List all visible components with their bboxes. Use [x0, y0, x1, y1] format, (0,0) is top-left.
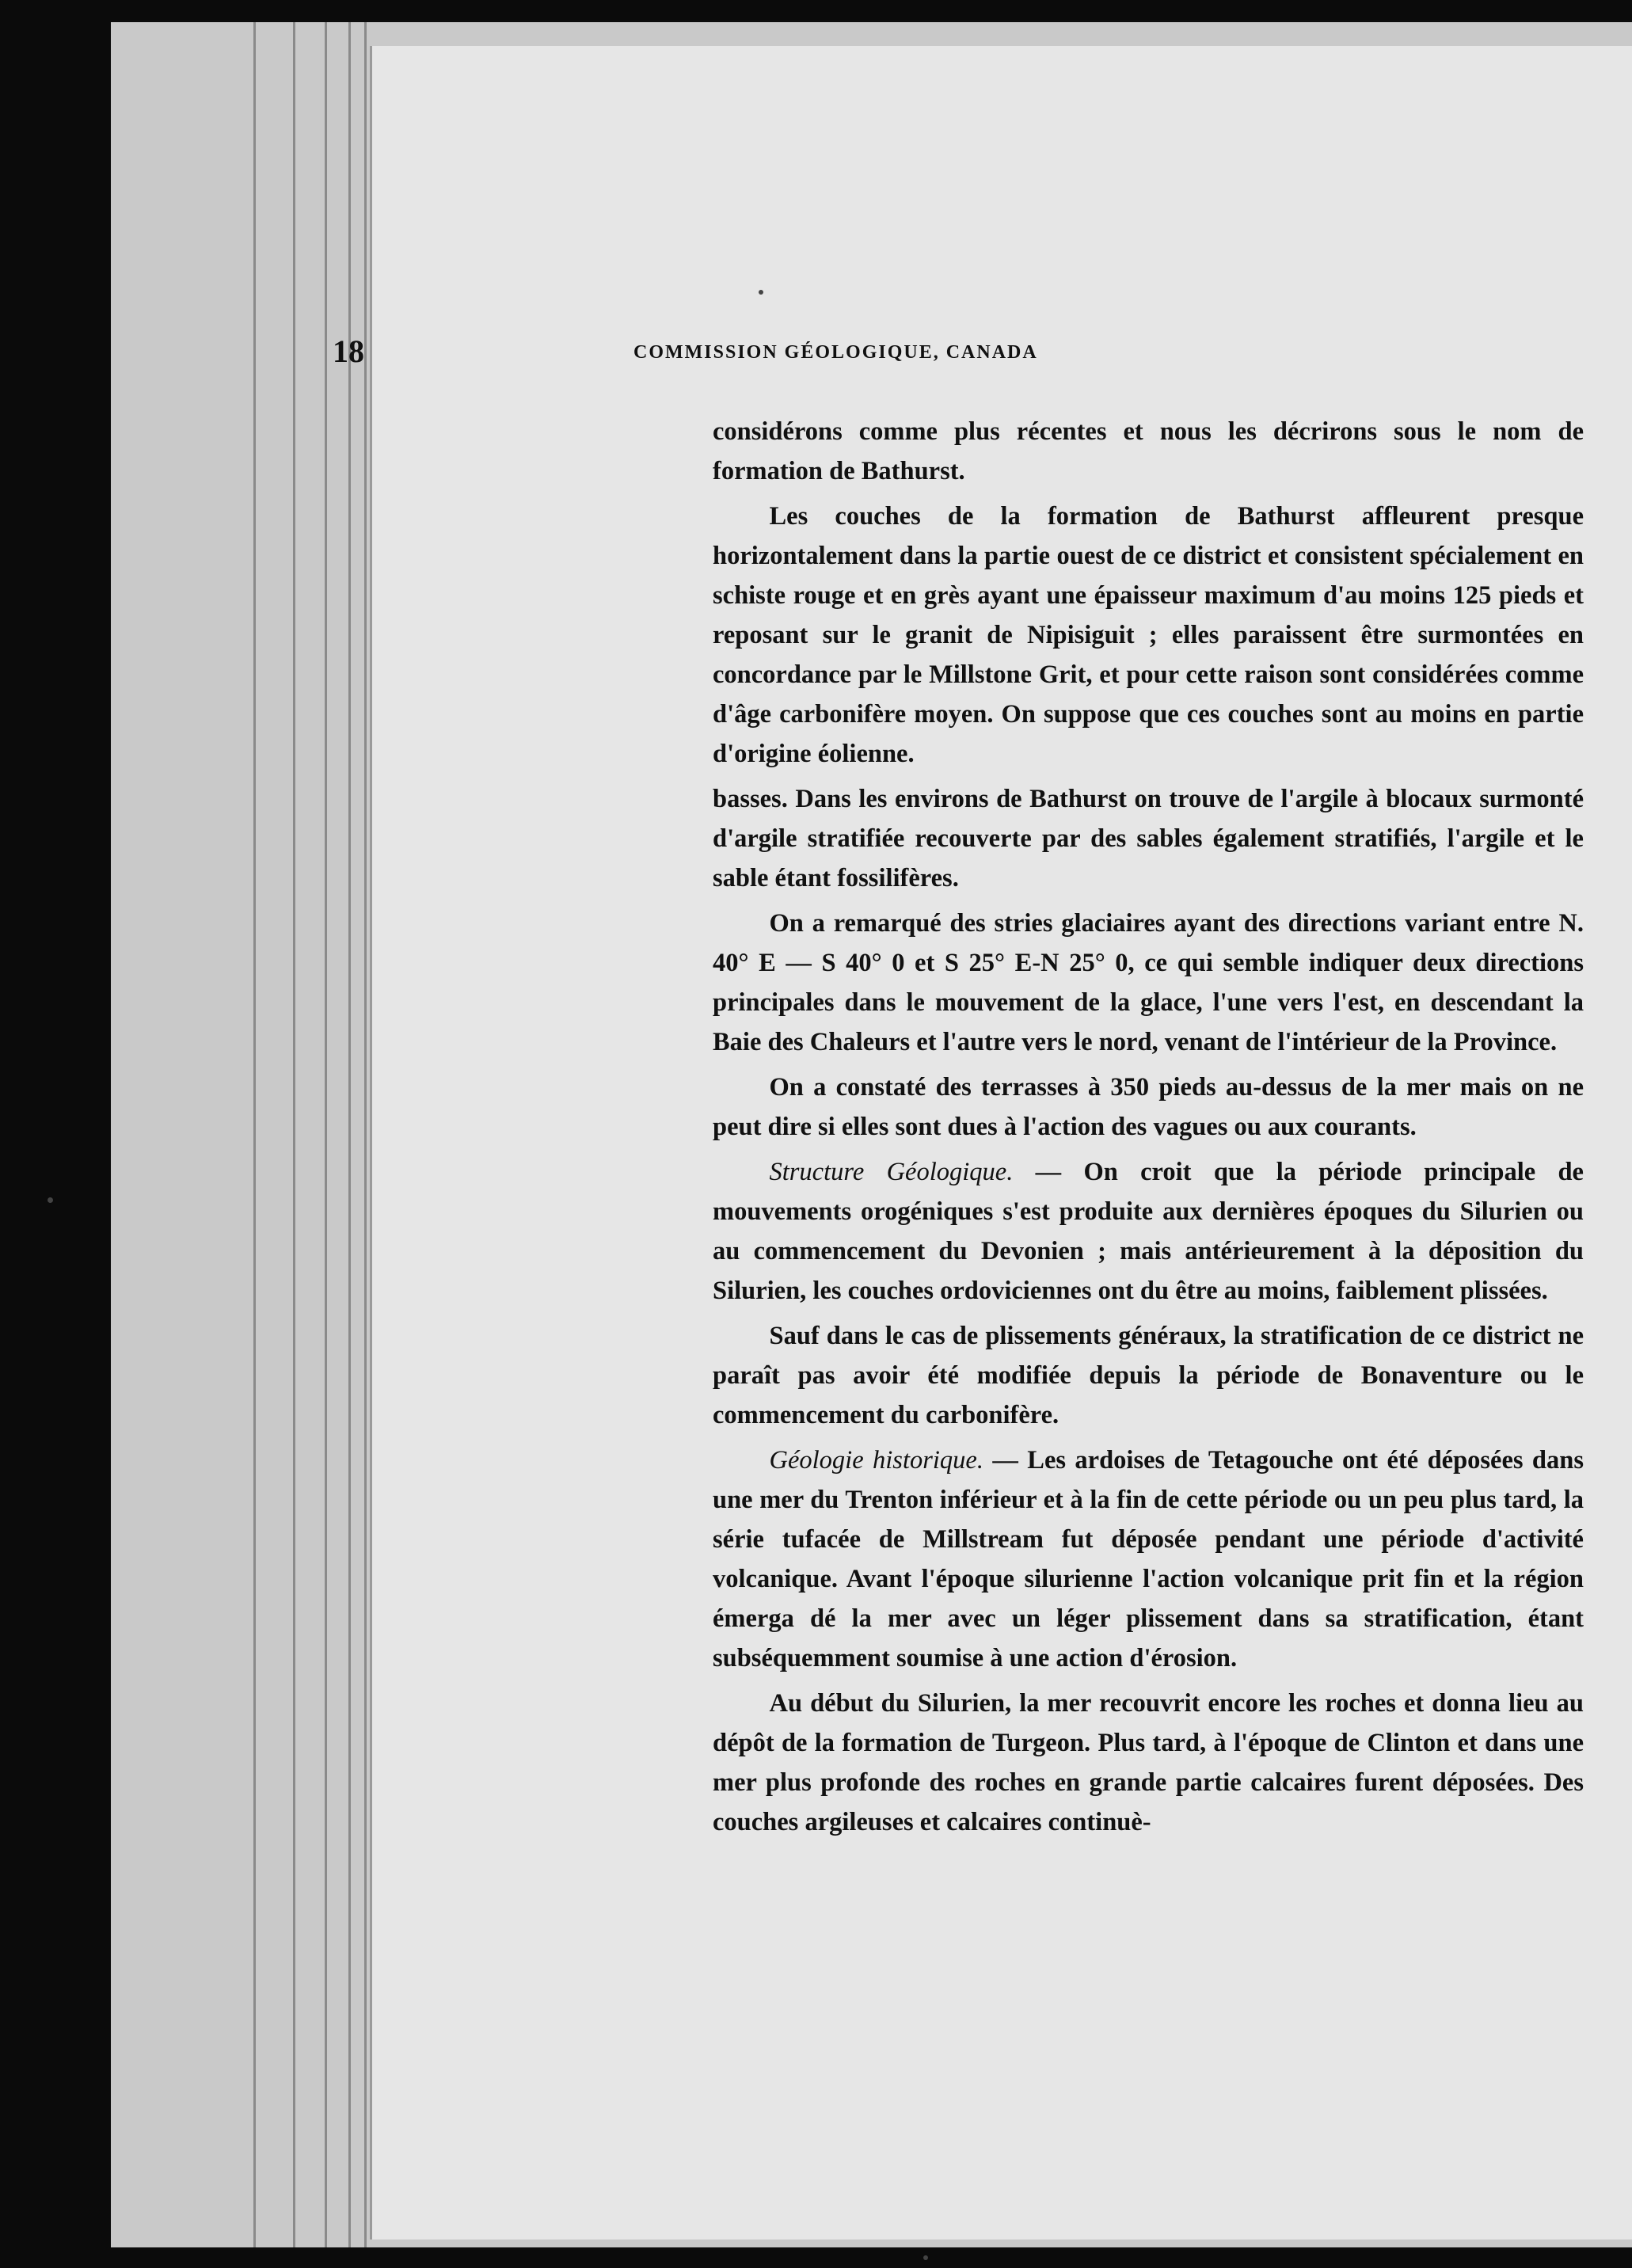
page-header: [333, 333, 1584, 380]
body-text: [713, 412, 1584, 1848]
paragraph: Au début du Silurien, la mer recouvrit encore les roches et donna lieu au dépôt de la formation de Turgeon. Plus tard, à l'époque de Clinton et dans une mer plus profonde des roches en grande partie calcaires furent déposées. Des couches argileuses et calcaires continuè-: [713, 1689, 1584, 1836]
paragraph: Les couches de la formation de Bathurst affleurent presque horizontalement dans la partie ouest de ce district et consistent spécialement en schiste rouge et en grès ayant une épaisseur maximum d'au moins 125 pieds et reposant sur le granit de Nipisiguit ; elles paraissent être surmontées en concordance par le Millstone Grit, et pour cette raison sont considérées comme d'âge carbonifère moyen. On suppose que ces couches sont au moins en partie d'origine éolienne.: [713, 502, 1584, 768]
running-head: COMMISSION GÉOLOGIQUE, CANADA: [633, 342, 1038, 363]
page-edge: [293, 22, 295, 2247]
scan-speck: [48, 1197, 53, 1203]
scan-speck: [759, 290, 763, 295]
section-title: Structure Géologique.: [769, 1158, 1014, 1186]
paragraph: Sauf dans le cas de plissements généraux, la stratification de ce district ne paraît pas avoir été modifiée depuis la période de Bonaventure ou le commencement du carbonifère.: [713, 1322, 1584, 1429]
paragraph-text: — On croit que la période principale de mouvements orogéniques s'est produite aux dernières époques du Silurien ou au commencement du Devonien ; mais antérieurement à la déposition du Silurien, les couches ordoviciennes ont du être au moins, faiblement plissées.: [713, 1158, 1584, 1305]
paragraph-text: — Les ardoises de Tetagouche ont été déposées dans une mer du Trenton inférieur et à la fin de cette période ou un peu plus tard, la série tufacée de Millstream fut déposée pendant une période d'activité volcanique. Avant l'époque silurienne l'action volcanique prit fin et la région émerga dé la mer avec un léger plissement dans sa stratification, étant subséquemment soumise à une action d'érosion.: [713, 1446, 1584, 1672]
paragraph: basses. Dans les environs de Bathurst on trouve de l'argile à blocaux surmonté d'argile stratifiée recouverte par des sables également stratifiés, l'argile et le sable étant fossilifères.: [713, 785, 1584, 892]
page-edge: [325, 22, 327, 2247]
paragraph: [713, 1440, 1584, 1678]
paragraph: On a remarqué des stries glaciaires ayant des directions variant entre N. 40° E — S 40° 0 et S 25° E-N 25° 0, ce qui semble indiquer deux directions principales dans le mouvement de la glace, l'une vers l'est, en descendant la Baie des Chaleurs et l'autre vers le nord, venant de l'intérieur de la Province.: [713, 909, 1584, 1056]
section-title: Géologie historique.: [769, 1446, 983, 1475]
page-edge: [253, 22, 256, 2247]
page-number: 18: [333, 333, 364, 369]
paragraph: [713, 1152, 1584, 1311]
paragraph: On a constaté des terrasses à 350 pieds au-dessus de la mer mais on ne peut dire si elles sont dues à l'action des vagues ou aux courants.: [713, 1073, 1584, 1141]
paragraph: considérons comme plus récentes et nous les décrirons sous le nom de formation de Bathurst.: [713, 417, 1584, 485]
scan-speck: [923, 2255, 928, 2260]
